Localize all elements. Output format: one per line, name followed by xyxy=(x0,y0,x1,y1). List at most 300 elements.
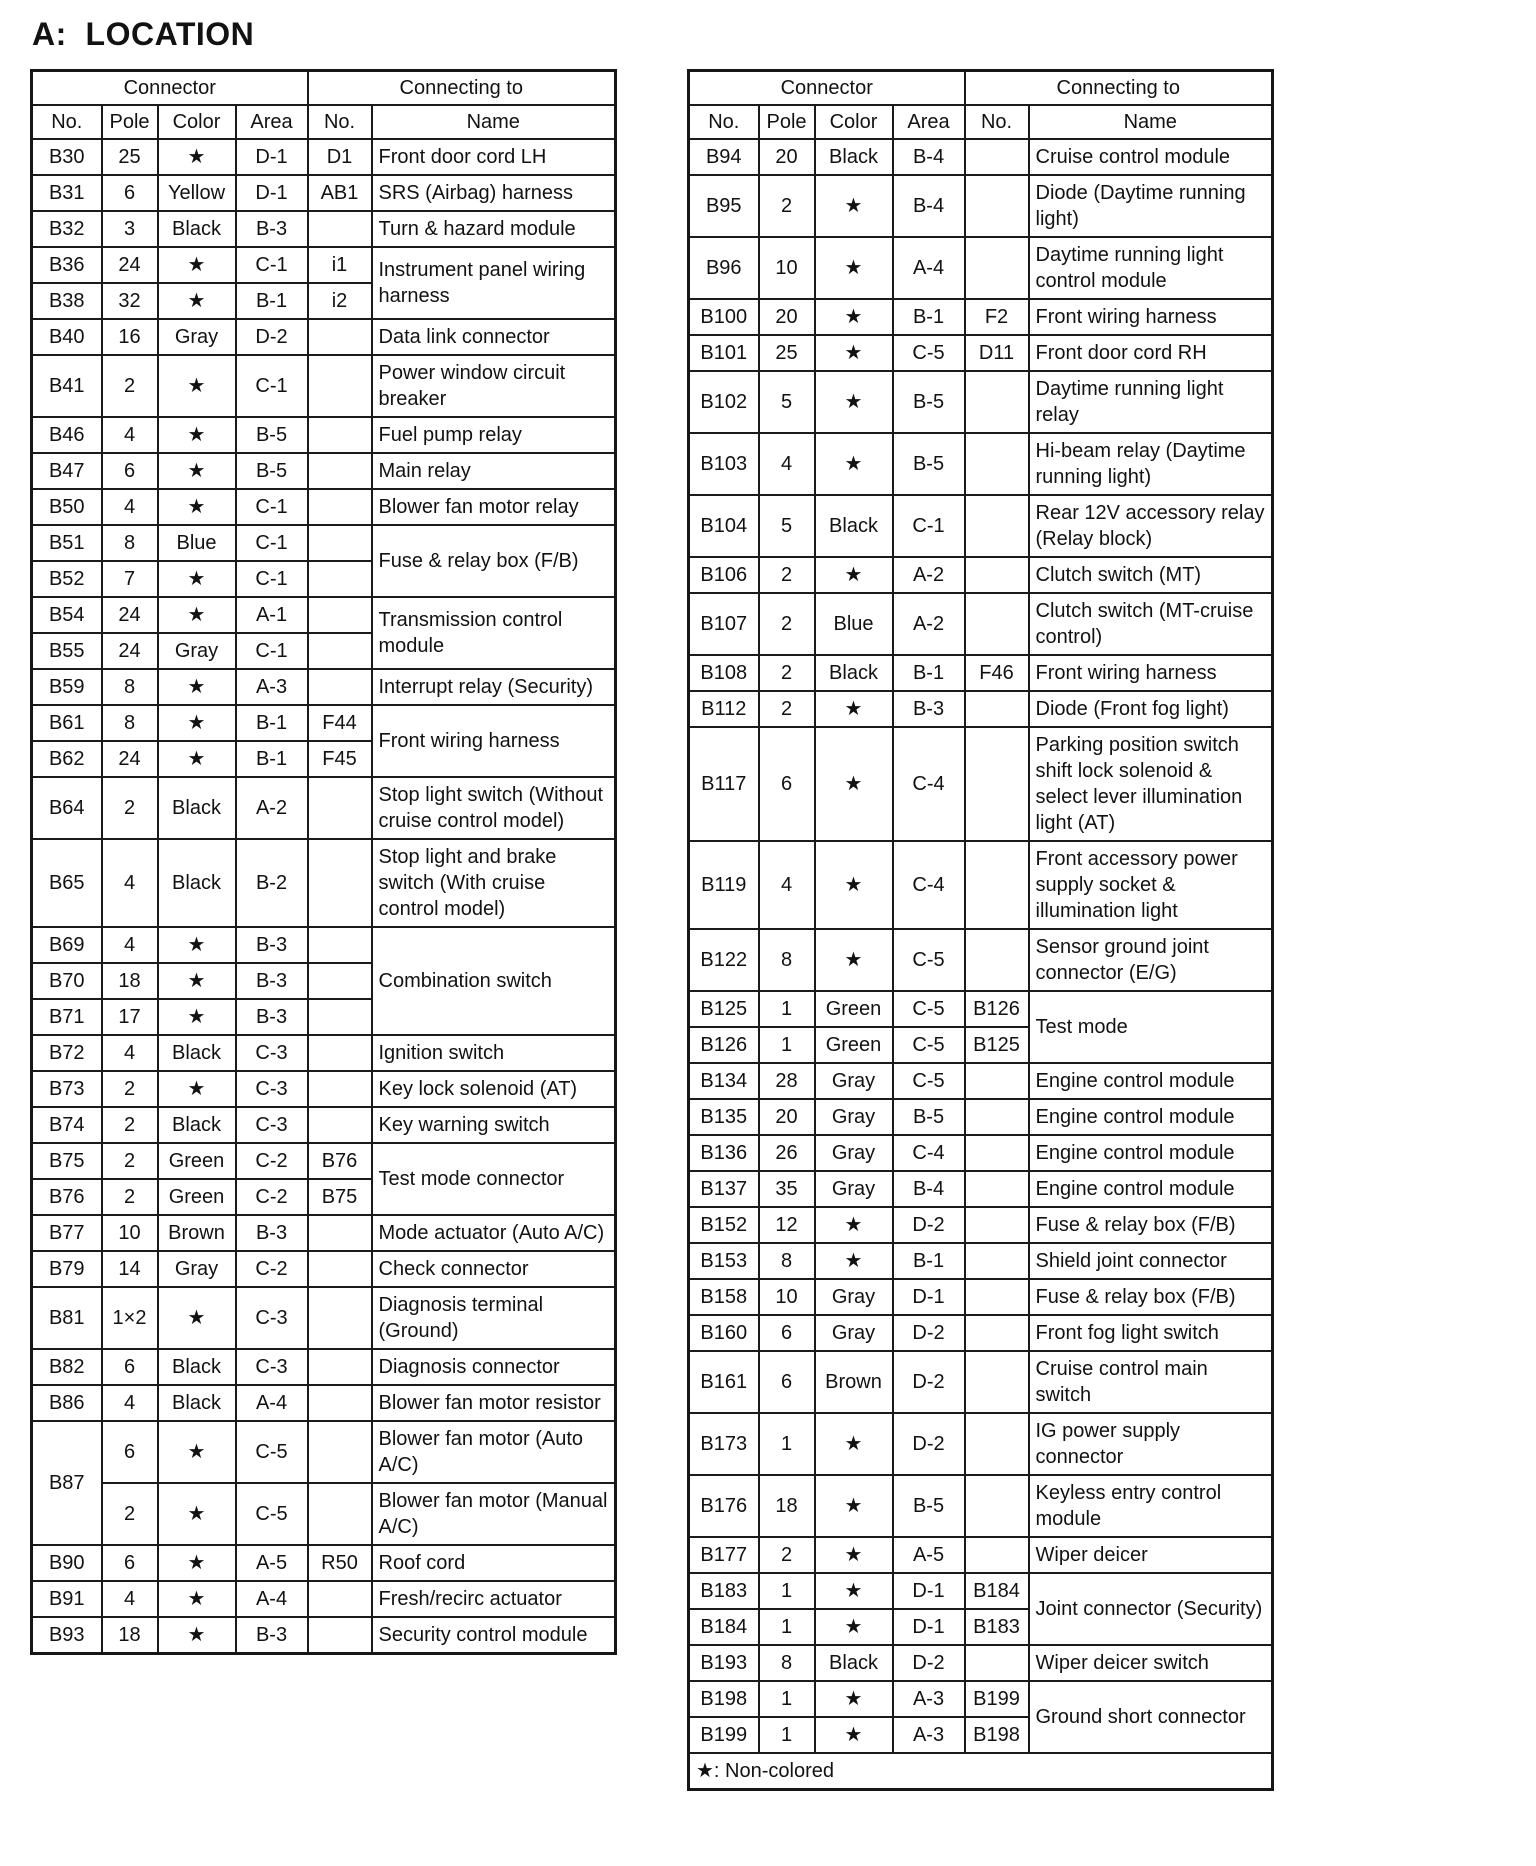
cell: B135 xyxy=(689,1099,759,1135)
cell: B64 xyxy=(32,777,102,839)
table-row xyxy=(689,1279,1273,1315)
name-cell: Blower fan motor (Auto A/C) xyxy=(372,1421,616,1483)
table-row xyxy=(32,355,616,417)
cell: Brown xyxy=(815,1351,893,1413)
table-row xyxy=(32,669,616,705)
cell: B-4 xyxy=(893,175,965,237)
cell: Green xyxy=(815,1027,893,1063)
cell: Green xyxy=(815,991,893,1027)
cell: D-1 xyxy=(236,175,308,211)
cell: 1 xyxy=(759,1413,815,1475)
name-cell: Key warning switch xyxy=(372,1107,616,1143)
table-row xyxy=(689,1099,1273,1135)
cell: Black xyxy=(815,495,893,557)
cell: Gray xyxy=(815,1063,893,1099)
table-row xyxy=(689,727,1273,841)
cell: 4 xyxy=(102,927,158,963)
cell: ★ xyxy=(158,963,236,999)
cell: B108 xyxy=(689,655,759,691)
table-row xyxy=(32,1349,616,1385)
cell: Brown xyxy=(158,1215,236,1251)
name-cell: Test mode connector xyxy=(372,1143,616,1215)
cell xyxy=(308,999,372,1035)
cell: ★ xyxy=(158,247,236,283)
name-cell: Clutch switch (MT) xyxy=(1029,557,1273,593)
cell: D11 xyxy=(965,335,1029,371)
cell: B-1 xyxy=(236,705,308,741)
name-cell: Keyless entry control module xyxy=(1029,1475,1273,1537)
name-cell: SRS (Airbag) harness xyxy=(372,175,616,211)
name-cell: Clutch switch (MT-cruise control) xyxy=(1029,593,1273,655)
cell: B126 xyxy=(965,991,1029,1027)
cell: C-5 xyxy=(236,1483,308,1545)
name-cell: Front fog light switch xyxy=(1029,1315,1273,1351)
table-row xyxy=(689,433,1273,495)
cell: 4 xyxy=(102,839,158,927)
table-row xyxy=(689,1135,1273,1171)
cell: B87 xyxy=(32,1421,102,1545)
cell: B122 xyxy=(689,929,759,991)
cell xyxy=(308,561,372,597)
cell: C-2 xyxy=(236,1143,308,1179)
cell xyxy=(308,777,372,839)
cell: ★ xyxy=(815,691,893,727)
group-header-row xyxy=(689,71,1273,106)
cell: 4 xyxy=(102,1035,158,1071)
name-cell: Data link connector xyxy=(372,319,616,355)
name-cell: Front wiring harness xyxy=(1029,655,1273,691)
table-row xyxy=(32,319,616,355)
cell: C-4 xyxy=(893,727,965,841)
cell: C-5 xyxy=(236,1421,308,1483)
column-group-header: Connector xyxy=(689,71,965,106)
cell: 3 xyxy=(102,211,158,247)
column-header: Area xyxy=(236,105,308,139)
cell: C-2 xyxy=(236,1179,308,1215)
cell: ★ xyxy=(815,1475,893,1537)
cell: B183 xyxy=(965,1609,1029,1645)
cell: 2 xyxy=(102,1071,158,1107)
cell: ★ xyxy=(815,175,893,237)
name-cell: Diode (Front fog light) xyxy=(1029,691,1273,727)
cell: B-4 xyxy=(893,139,965,175)
name-cell: Rear 12V accessory relay (Relay block) xyxy=(1029,495,1273,557)
cell xyxy=(965,1315,1029,1351)
cell: ★ xyxy=(815,433,893,495)
cell: 5 xyxy=(759,495,815,557)
cell xyxy=(308,355,372,417)
cell: 8 xyxy=(759,929,815,991)
cell: B62 xyxy=(32,741,102,777)
cell: 4 xyxy=(102,417,158,453)
cell: B-5 xyxy=(893,433,965,495)
table-row xyxy=(689,371,1273,433)
name-cell: Diagnosis terminal (Ground) xyxy=(372,1287,616,1349)
footnote-non-colored: ★: Non-colored xyxy=(689,1753,1273,1790)
cell: 1 xyxy=(759,1027,815,1063)
cell: 18 xyxy=(759,1475,815,1537)
cell xyxy=(308,1421,372,1483)
column-header: Pole xyxy=(759,105,815,139)
name-cell: Front door cord RH xyxy=(1029,335,1273,371)
cell: i2 xyxy=(308,283,372,319)
cell: 25 xyxy=(102,139,158,175)
cell: B77 xyxy=(32,1215,102,1251)
table-row xyxy=(689,1413,1273,1475)
cell: C-1 xyxy=(236,247,308,283)
cell xyxy=(965,727,1029,841)
cell: Blue xyxy=(815,593,893,655)
cell: ★ xyxy=(815,1207,893,1243)
cell: 24 xyxy=(102,741,158,777)
cell: B119 xyxy=(689,841,759,929)
cell xyxy=(965,1099,1029,1135)
cell: B160 xyxy=(689,1315,759,1351)
name-cell: Mode actuator (Auto A/C) xyxy=(372,1215,616,1251)
cell: 16 xyxy=(102,319,158,355)
cell: 6 xyxy=(102,453,158,489)
table-row xyxy=(32,1143,616,1179)
cell: A-4 xyxy=(236,1581,308,1617)
name-cell: Diagnosis connector xyxy=(372,1349,616,1385)
cell: B183 xyxy=(689,1573,759,1609)
cell: B59 xyxy=(32,669,102,705)
cell: 10 xyxy=(759,237,815,299)
cell: 17 xyxy=(102,999,158,1035)
table-row xyxy=(32,453,616,489)
cell xyxy=(965,1279,1029,1315)
cell: B36 xyxy=(32,247,102,283)
cell: B95 xyxy=(689,175,759,237)
table-row xyxy=(689,1537,1273,1573)
column-header: No. xyxy=(32,105,102,139)
cell xyxy=(308,1385,372,1421)
name-cell: Fuel pump relay xyxy=(372,417,616,453)
cell: B-1 xyxy=(236,741,308,777)
column-header: No. xyxy=(308,105,372,139)
cell: B-5 xyxy=(893,1475,965,1537)
cell: C-3 xyxy=(236,1071,308,1107)
cell: ★ xyxy=(158,355,236,417)
cell xyxy=(965,691,1029,727)
cell: 6 xyxy=(102,1545,158,1581)
column-header: Pole xyxy=(102,105,158,139)
cell: ★ xyxy=(158,489,236,525)
table-row xyxy=(32,1421,616,1483)
cell: B54 xyxy=(32,597,102,633)
name-cell: Front wiring harness xyxy=(372,705,616,777)
cell: B90 xyxy=(32,1545,102,1581)
cell: B61 xyxy=(32,705,102,741)
name-cell: Ground short connector xyxy=(1029,1681,1273,1753)
name-cell: Sensor ground joint connector (E/G) xyxy=(1029,929,1273,991)
cell: B41 xyxy=(32,355,102,417)
cell xyxy=(965,1243,1029,1279)
table-row xyxy=(689,495,1273,557)
cell xyxy=(965,1207,1029,1243)
cell: i1 xyxy=(308,247,372,283)
cell xyxy=(965,1171,1029,1207)
cell xyxy=(965,593,1029,655)
cell: B199 xyxy=(689,1717,759,1753)
cell: AB1 xyxy=(308,175,372,211)
cell: ★ xyxy=(158,139,236,175)
name-cell: Turn & hazard module xyxy=(372,211,616,247)
table-row xyxy=(689,691,1273,727)
cell: A-5 xyxy=(893,1537,965,1573)
cell: B-1 xyxy=(893,299,965,335)
cell: ★ xyxy=(815,929,893,991)
cell: C-4 xyxy=(893,1135,965,1171)
cell: A-4 xyxy=(893,237,965,299)
cell: 2 xyxy=(759,691,815,727)
cell: ★ xyxy=(158,417,236,453)
table-row xyxy=(32,1107,616,1143)
cell: ★ xyxy=(158,1617,236,1654)
cell xyxy=(308,597,372,633)
column-header: Area xyxy=(893,105,965,139)
page-title: A: LOCATION xyxy=(32,16,255,52)
cell: ★ xyxy=(815,1537,893,1573)
cell: 35 xyxy=(759,1171,815,1207)
table-row xyxy=(32,705,616,741)
cell: ★ xyxy=(815,1573,893,1609)
cell: Gray xyxy=(815,1135,893,1171)
cell: C-1 xyxy=(236,561,308,597)
table-row xyxy=(32,1545,616,1581)
cell: B177 xyxy=(689,1537,759,1573)
cell: B81 xyxy=(32,1287,102,1349)
cell: B193 xyxy=(689,1645,759,1681)
cell: B-1 xyxy=(236,283,308,319)
name-cell: IG power supply connector xyxy=(1029,1413,1273,1475)
cell: F46 xyxy=(965,655,1029,691)
table-row xyxy=(689,1207,1273,1243)
cell: 2 xyxy=(759,557,815,593)
cell: B107 xyxy=(689,593,759,655)
table-row xyxy=(32,417,616,453)
cell: B75 xyxy=(308,1179,372,1215)
cell: B76 xyxy=(308,1143,372,1179)
cell: ★ xyxy=(158,705,236,741)
cell: 7 xyxy=(102,561,158,597)
cell: 10 xyxy=(759,1279,815,1315)
column-header: Name xyxy=(1029,105,1273,139)
table-row xyxy=(689,1243,1273,1279)
cell: D-1 xyxy=(893,1573,965,1609)
cell: D-2 xyxy=(893,1351,965,1413)
cell: ★ xyxy=(815,371,893,433)
cell: B100 xyxy=(689,299,759,335)
cell: B94 xyxy=(689,139,759,175)
cell: A-2 xyxy=(236,777,308,839)
cell: 18 xyxy=(102,1617,158,1654)
cell: F45 xyxy=(308,741,372,777)
table-row xyxy=(32,777,616,839)
table-row xyxy=(689,593,1273,655)
cell: 2 xyxy=(759,175,815,237)
name-cell: Key lock solenoid (AT) xyxy=(372,1071,616,1107)
cell: Gray xyxy=(158,1251,236,1287)
cell: ★ xyxy=(158,1483,236,1545)
cell: B-4 xyxy=(893,1171,965,1207)
name-cell: Power window circuit breaker xyxy=(372,355,616,417)
table-row xyxy=(689,175,1273,237)
cell: 2 xyxy=(102,1179,158,1215)
cell: 8 xyxy=(759,1645,815,1681)
cell: B-3 xyxy=(236,999,308,1035)
cell: C-5 xyxy=(893,929,965,991)
cell: B-3 xyxy=(236,211,308,247)
cell: B86 xyxy=(32,1385,102,1421)
cell xyxy=(308,1107,372,1143)
name-cell: Daytime running light control module xyxy=(1029,237,1273,299)
cell xyxy=(308,669,372,705)
cell: B-3 xyxy=(236,1617,308,1654)
table-row xyxy=(32,1617,616,1654)
name-cell: Ignition switch xyxy=(372,1035,616,1071)
cell: D-2 xyxy=(893,1645,965,1681)
table-row xyxy=(689,991,1273,1027)
name-cell: Roof cord xyxy=(372,1545,616,1581)
cell: R50 xyxy=(308,1545,372,1581)
cell: 6 xyxy=(759,1351,815,1413)
name-cell: Engine control module xyxy=(1029,1171,1273,1207)
cell: B198 xyxy=(965,1717,1029,1753)
cell: B55 xyxy=(32,633,102,669)
cell xyxy=(965,1351,1029,1413)
cell: B75 xyxy=(32,1143,102,1179)
cell: C-1 xyxy=(236,355,308,417)
cell: Black xyxy=(815,139,893,175)
cell: ★ xyxy=(158,1581,236,1617)
table-row xyxy=(689,929,1273,991)
column-header: Color xyxy=(815,105,893,139)
cell: 10 xyxy=(102,1215,158,1251)
cell: 6 xyxy=(759,727,815,841)
cell: B31 xyxy=(32,175,102,211)
column-header-row xyxy=(689,105,1273,139)
cell: 2 xyxy=(759,593,815,655)
cell xyxy=(308,1617,372,1654)
cell: B52 xyxy=(32,561,102,597)
cell: 4 xyxy=(759,841,815,929)
cell: Black xyxy=(815,1645,893,1681)
cell: ★ xyxy=(815,841,893,929)
cell: 4 xyxy=(759,433,815,495)
name-cell: Joint connector (Security) xyxy=(1029,1573,1273,1645)
table-row xyxy=(689,1315,1273,1351)
cell: 4 xyxy=(102,1385,158,1421)
name-cell: Blower fan motor resistor xyxy=(372,1385,616,1421)
name-cell: Daytime running light relay xyxy=(1029,371,1273,433)
cell: B47 xyxy=(32,453,102,489)
cell: 20 xyxy=(759,299,815,335)
column-group-header: Connector xyxy=(32,71,308,106)
cell: ★ xyxy=(158,283,236,319)
cell: Gray xyxy=(815,1279,893,1315)
cell: B158 xyxy=(689,1279,759,1315)
cell: Black xyxy=(158,1349,236,1385)
table-row xyxy=(689,1063,1273,1099)
cell xyxy=(308,927,372,963)
cell: F44 xyxy=(308,705,372,741)
cell: A-4 xyxy=(236,1385,308,1421)
table-row xyxy=(689,841,1273,929)
cell: B70 xyxy=(32,963,102,999)
cell: C-3 xyxy=(236,1035,308,1071)
cell: B134 xyxy=(689,1063,759,1099)
cell: B-1 xyxy=(893,1243,965,1279)
cell: B73 xyxy=(32,1071,102,1107)
name-cell: Fuse & relay box (F/B) xyxy=(372,525,616,597)
column-header: Color xyxy=(158,105,236,139)
cell: Black xyxy=(815,655,893,691)
cell: ★ xyxy=(815,299,893,335)
cell: 26 xyxy=(759,1135,815,1171)
cell: ★ xyxy=(815,1717,893,1753)
cell: C-4 xyxy=(893,841,965,929)
cell: 24 xyxy=(102,597,158,633)
cell: B-3 xyxy=(236,927,308,963)
cell: ★ xyxy=(815,557,893,593)
cell: D1 xyxy=(308,139,372,175)
cell: 18 xyxy=(102,963,158,999)
cell xyxy=(308,525,372,561)
table-row xyxy=(32,927,616,963)
table-row xyxy=(689,655,1273,691)
cell xyxy=(308,1035,372,1071)
cell: C-5 xyxy=(893,335,965,371)
cell: B106 xyxy=(689,557,759,593)
cell: Black xyxy=(158,1385,236,1421)
cell: B176 xyxy=(689,1475,759,1537)
cell: 1 xyxy=(759,1681,815,1717)
cell: B102 xyxy=(689,371,759,433)
cell: ★ xyxy=(158,741,236,777)
cell: B40 xyxy=(32,319,102,355)
name-cell: Cruise control module xyxy=(1029,139,1273,175)
name-cell: Test mode xyxy=(1029,991,1273,1063)
cell: Green xyxy=(158,1143,236,1179)
cell xyxy=(965,1645,1029,1681)
name-cell: Interrupt relay (Security) xyxy=(372,669,616,705)
cell: B30 xyxy=(32,139,102,175)
cell: 6 xyxy=(759,1315,815,1351)
cell: ★ xyxy=(158,999,236,1035)
name-cell: Transmission control module xyxy=(372,597,616,669)
cell xyxy=(965,371,1029,433)
table-row xyxy=(32,1581,616,1617)
cell: B65 xyxy=(32,839,102,927)
cell xyxy=(965,175,1029,237)
cell: 25 xyxy=(759,335,815,371)
column-group-header: Connecting to xyxy=(308,71,616,106)
cell: 28 xyxy=(759,1063,815,1099)
cell: B101 xyxy=(689,335,759,371)
cell xyxy=(965,1537,1029,1573)
cell: ★ xyxy=(158,669,236,705)
cell: B-5 xyxy=(236,417,308,453)
cell: 12 xyxy=(759,1207,815,1243)
cell xyxy=(965,495,1029,557)
cell: B38 xyxy=(32,283,102,319)
group-header-row xyxy=(32,71,616,106)
cell: B117 xyxy=(689,727,759,841)
cell xyxy=(308,839,372,927)
cell: C-1 xyxy=(236,489,308,525)
table-footnote-row xyxy=(689,1753,1273,1790)
